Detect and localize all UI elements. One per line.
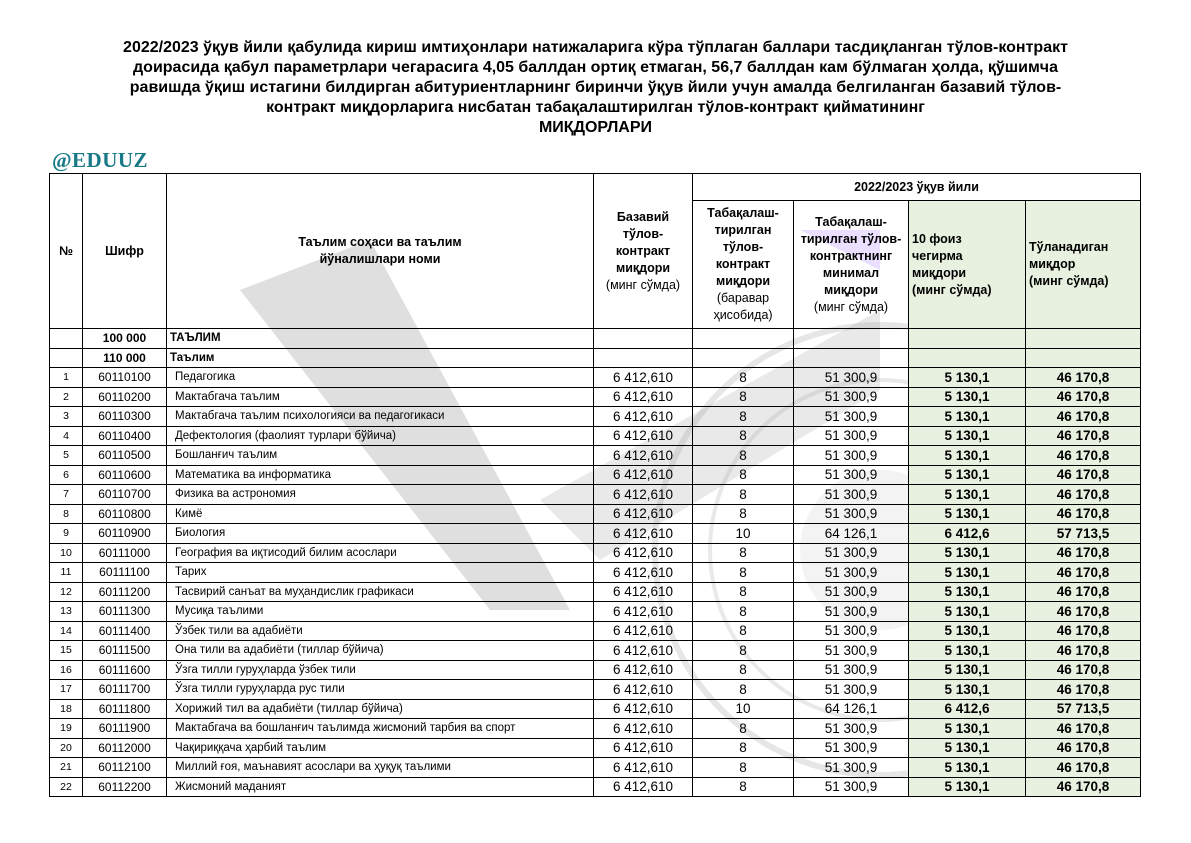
table-row <box>50 446 1141 466</box>
table-row <box>50 563 1141 583</box>
row-base: 6 412,610 <box>594 660 693 680</box>
row-num: 16 <box>50 660 83 680</box>
row-coef: 8 <box>693 602 794 622</box>
row-name: Биология <box>167 524 594 544</box>
row-payable: 46 170,8 <box>1026 446 1141 466</box>
row-min: 64 126,1 <box>794 699 909 719</box>
row-code: 60112000 <box>83 738 167 758</box>
empty-cell <box>594 348 693 368</box>
row-discount: 5 130,1 <box>909 777 1026 797</box>
row-min: 51 300,9 <box>794 446 909 466</box>
row-code: 60110400 <box>83 426 167 446</box>
row-discount: 5 130,1 <box>909 582 1026 602</box>
table-row <box>50 426 1141 446</box>
row-name: Хорижий тил ва адабиёти (тиллар бўйича) <box>167 699 594 719</box>
row-num: 12 <box>50 582 83 602</box>
row-base: 6 412,610 <box>594 719 693 739</box>
row-payable: 46 170,8 <box>1026 465 1141 485</box>
row-coef: 8 <box>693 758 794 778</box>
row-code: 60111300 <box>83 602 167 622</box>
header-min-line: миқдори <box>823 282 879 297</box>
header-base-line: миқдори <box>615 260 671 275</box>
row-discount: 5 130,1 <box>909 680 1026 700</box>
header-min-line: тирилган тўлов- <box>800 231 902 246</box>
row-num: 10 <box>50 543 83 563</box>
row-name: Ўзбек тили ва адабиёти <box>167 621 594 641</box>
header-name <box>167 174 594 329</box>
row-name: Тасвирий санъат ва муҳандислик графикаси <box>167 582 594 602</box>
row-discount: 6 412,6 <box>909 524 1026 544</box>
row-coef: 8 <box>693 582 794 602</box>
header-base-line: Базавий <box>616 209 670 224</box>
header-payable-line: миқдор <box>1029 257 1076 271</box>
table-row <box>50 719 1141 739</box>
row-num: 14 <box>50 621 83 641</box>
header-min-line: Табақалаш- <box>815 214 887 229</box>
row-base: 6 412,610 <box>594 543 693 563</box>
title-line-4: контракт миқдорларига нисбатан табақалаштирилган тўлов-контракт қийматининг <box>266 99 925 116</box>
row-num: 13 <box>50 602 83 622</box>
row-min: 51 300,9 <box>794 621 909 641</box>
row-min: 51 300,9 <box>794 504 909 524</box>
row-payable: 46 170,8 <box>1026 368 1141 388</box>
row-coef: 8 <box>693 543 794 563</box>
row-min: 51 300,9 <box>794 758 909 778</box>
table-row <box>50 582 1141 602</box>
row-payable: 46 170,8 <box>1026 680 1141 700</box>
row-num: 15 <box>50 641 83 661</box>
section-code: 110 000 <box>83 348 167 368</box>
table-row <box>50 621 1141 641</box>
header-min-unit: (минг сўмда) <box>813 299 889 314</box>
header-coef-line: миқдори <box>715 274 771 288</box>
row-code: 60111000 <box>83 543 167 563</box>
row-name: Ўзга тилли гуруҳларда рус тили <box>167 680 594 700</box>
row-name: Физика ва астрономия <box>167 485 594 505</box>
row-discount: 5 130,1 <box>909 485 1026 505</box>
row-discount: 5 130,1 <box>909 719 1026 739</box>
row-payable: 46 170,8 <box>1026 660 1141 680</box>
row-coef: 10 <box>693 699 794 719</box>
row-code: 60111400 <box>83 621 167 641</box>
row-payable: 46 170,8 <box>1026 758 1141 778</box>
row-payable: 57 713,5 <box>1026 524 1141 544</box>
row-min: 51 300,9 <box>794 485 909 505</box>
table-row <box>50 680 1141 700</box>
table-row <box>50 485 1141 505</box>
row-payable: 46 170,8 <box>1026 621 1141 641</box>
row-num: 17 <box>50 680 83 700</box>
row-code: 60110200 <box>83 387 167 407</box>
row-name: Ўзга тилли гуруҳларда ўзбек тили <box>167 660 594 680</box>
row-coef: 8 <box>693 777 794 797</box>
header-name-line: йўналишлари номи <box>319 252 441 266</box>
row-payable: 46 170,8 <box>1026 582 1141 602</box>
row-name: Кимё <box>167 504 594 524</box>
row-base: 6 412,610 <box>594 680 693 700</box>
empty-cell <box>693 348 794 368</box>
row-discount: 5 130,1 <box>909 602 1026 622</box>
channel-handle: @EDUUZ <box>52 148 149 172</box>
row-code: 60112200 <box>83 777 167 797</box>
row-code: 60111500 <box>83 641 167 661</box>
row-base: 6 412,610 <box>594 387 693 407</box>
table-row <box>50 758 1141 778</box>
row-coef: 8 <box>693 504 794 524</box>
row-name: Педагогика <box>167 368 594 388</box>
header-year: 2022/2023 ўқув йили <box>693 174 1141 201</box>
row-base: 6 412,610 <box>594 621 693 641</box>
row-discount: 5 130,1 <box>909 641 1026 661</box>
row-num: 6 <box>50 465 83 485</box>
header-payable-line: (минг сўмда) <box>1029 274 1109 288</box>
tuition-table <box>49 173 1141 797</box>
row-coef: 8 <box>693 563 794 583</box>
row-min: 51 300,9 <box>794 660 909 680</box>
row-payable: 46 170,8 <box>1026 738 1141 758</box>
row-coef: 8 <box>693 446 794 466</box>
row-min: 51 300,9 <box>794 777 909 797</box>
row-discount: 5 130,1 <box>909 758 1026 778</box>
row-min: 51 300,9 <box>794 602 909 622</box>
table-row <box>50 699 1141 719</box>
row-coef: 8 <box>693 465 794 485</box>
row-num: 9 <box>50 524 83 544</box>
table-row <box>50 738 1141 758</box>
row-name: Бошланғич таълим <box>167 446 594 466</box>
row-name: Мактабгача ва бошланғич таълимда жисмоний тарбия ва спорт <box>167 719 594 739</box>
row-name: Тарих <box>167 563 594 583</box>
header-coef-line: Табақалаш- <box>707 206 779 220</box>
row-discount: 5 130,1 <box>909 387 1026 407</box>
row-payable: 46 170,8 <box>1026 407 1141 427</box>
row-base: 6 412,610 <box>594 738 693 758</box>
row-num: 7 <box>50 485 83 505</box>
header-base <box>594 174 693 329</box>
row-coef: 8 <box>693 680 794 700</box>
row-num: 1 <box>50 368 83 388</box>
row-min: 51 300,9 <box>794 563 909 583</box>
row-discount: 5 130,1 <box>909 407 1026 427</box>
table-row <box>50 407 1141 427</box>
row-coef: 8 <box>693 641 794 661</box>
row-num: 18 <box>50 699 83 719</box>
row-payable: 46 170,8 <box>1026 387 1141 407</box>
row-code: 60111800 <box>83 699 167 719</box>
row-payable: 46 170,8 <box>1026 485 1141 505</box>
header-min-line: контрактнинг <box>809 248 893 263</box>
title-line-5: МИҚДОРЛАРИ <box>538 119 653 136</box>
table-row <box>50 543 1141 563</box>
row-min: 51 300,9 <box>794 641 909 661</box>
header-coef-line: тирилган <box>714 223 772 237</box>
row-payable: 46 170,8 <box>1026 504 1141 524</box>
empty-cell <box>909 348 1026 368</box>
row-name: Она тили ва адабиёти (тиллар бўйича) <box>167 641 594 661</box>
section-row <box>50 348 1141 368</box>
row-code: 60111100 <box>83 563 167 583</box>
table-row <box>50 777 1141 797</box>
row-discount: 5 130,1 <box>909 426 1026 446</box>
row-code: 60110100 <box>83 368 167 388</box>
row-name: Чақириққача ҳарбий таълим <box>167 738 594 758</box>
row-num: 22 <box>50 777 83 797</box>
row-discount: 5 130,1 <box>909 660 1026 680</box>
row-payable: 46 170,8 <box>1026 563 1141 583</box>
row-coef: 8 <box>693 621 794 641</box>
row-base: 6 412,610 <box>594 504 693 524</box>
header-discount <box>909 201 1026 329</box>
row-payable: 46 170,8 <box>1026 426 1141 446</box>
row-base: 6 412,610 <box>594 602 693 622</box>
row-num: 20 <box>50 738 83 758</box>
row-name: География ва иқтисодий билим асослари <box>167 543 594 563</box>
row-code: 60110900 <box>83 524 167 544</box>
row-base: 6 412,610 <box>594 758 693 778</box>
row-min: 51 300,9 <box>794 407 909 427</box>
header-base-unit: (минг сўмда) <box>605 277 681 292</box>
section-name: Таълим <box>167 348 594 368</box>
row-base: 6 412,610 <box>594 582 693 602</box>
header-coef-line: тўлов- <box>722 240 764 254</box>
row-code: 60110800 <box>83 504 167 524</box>
row-discount: 5 130,1 <box>909 446 1026 466</box>
row-name: Математика ва информатика <box>167 465 594 485</box>
table-row <box>50 641 1141 661</box>
row-name: Жисмоний маданият <box>167 777 594 797</box>
header-base-line: тўлов- <box>622 226 664 241</box>
row-base: 6 412,610 <box>594 446 693 466</box>
row-base: 6 412,610 <box>594 407 693 427</box>
row-min: 51 300,9 <box>794 738 909 758</box>
row-payable: 46 170,8 <box>1026 777 1141 797</box>
row-payable: 46 170,8 <box>1026 543 1141 563</box>
row-code: 60110300 <box>83 407 167 427</box>
header-min <box>794 201 909 329</box>
row-name: Мусиқа таълими <box>167 602 594 622</box>
table-row <box>50 524 1141 544</box>
header-coef-line: контракт <box>715 257 771 271</box>
header-coef-unit: ҳисобида) <box>713 308 773 322</box>
row-min: 51 300,9 <box>794 368 909 388</box>
row-min: 51 300,9 <box>794 543 909 563</box>
header-base-line: контракт <box>615 243 671 258</box>
row-base: 6 412,610 <box>594 485 693 505</box>
table-row <box>50 660 1141 680</box>
row-coef: 8 <box>693 387 794 407</box>
row-base: 6 412,610 <box>594 368 693 388</box>
header-payable-line: Тўланадиган <box>1029 240 1109 254</box>
empty-cell <box>794 329 909 349</box>
row-min: 51 300,9 <box>794 719 909 739</box>
row-num: 8 <box>50 504 83 524</box>
row-base: 6 412,610 <box>594 524 693 544</box>
row-coef: 8 <box>693 660 794 680</box>
row-code: 60111700 <box>83 680 167 700</box>
header-coef <box>693 201 794 329</box>
title-line-3: равишда ўқиш истагини билдирган абитуриентларнинг биринчи ўқув йили учун амалда белгиланган базавий тўлов- <box>129 79 1062 96</box>
header-name-line: Таълим соҳаси ва таълим <box>298 235 462 249</box>
row-name: Миллий ғоя, маънавият асослари ва ҳуқуқ таълими <box>167 758 594 778</box>
row-base: 6 412,610 <box>594 563 693 583</box>
row-min: 64 126,1 <box>794 524 909 544</box>
row-code: 60111600 <box>83 660 167 680</box>
row-discount: 5 130,1 <box>909 465 1026 485</box>
header-num: № <box>50 174 83 329</box>
header-discount-line: чегирма <box>912 248 963 263</box>
row-num: 3 <box>50 407 83 427</box>
empty-cell <box>693 329 794 349</box>
row-base: 6 412,610 <box>594 777 693 797</box>
header-code: Шифр <box>83 174 167 329</box>
row-payable: 46 170,8 <box>1026 641 1141 661</box>
empty-cell <box>909 329 1026 349</box>
row-base: 6 412,610 <box>594 426 693 446</box>
row-name: Мактабгача таълим психологияси ва педагогикаси <box>167 407 594 427</box>
row-code: 60110500 <box>83 446 167 466</box>
section-num <box>50 329 83 349</box>
section-code: 100 000 <box>83 329 167 349</box>
row-base: 6 412,610 <box>594 465 693 485</box>
row-coef: 8 <box>693 719 794 739</box>
row-code: 60112100 <box>83 758 167 778</box>
row-discount: 5 130,1 <box>909 563 1026 583</box>
row-code: 60111900 <box>83 719 167 739</box>
row-payable: 46 170,8 <box>1026 719 1141 739</box>
row-min: 51 300,9 <box>794 582 909 602</box>
row-num: 11 <box>50 563 83 583</box>
section-row <box>50 329 1141 349</box>
empty-cell <box>1026 329 1141 349</box>
row-num: 2 <box>50 387 83 407</box>
row-coef: 8 <box>693 368 794 388</box>
row-code: 60111200 <box>83 582 167 602</box>
empty-cell <box>794 348 909 368</box>
table-row <box>50 387 1141 407</box>
row-name: Дефектология (фаолият турлари бўйича) <box>167 426 594 446</box>
row-min: 51 300,9 <box>794 465 909 485</box>
table-row <box>50 465 1141 485</box>
row-min: 51 300,9 <box>794 680 909 700</box>
table-row <box>50 368 1141 388</box>
row-code: 60110600 <box>83 465 167 485</box>
empty-cell <box>594 329 693 349</box>
row-min: 51 300,9 <box>794 426 909 446</box>
row-payable: 57 713,5 <box>1026 699 1141 719</box>
row-coef: 8 <box>693 738 794 758</box>
row-discount: 5 130,1 <box>909 738 1026 758</box>
row-base: 6 412,610 <box>594 699 693 719</box>
section-num <box>50 348 83 368</box>
section-name: ТАЪЛИМ <box>167 329 594 349</box>
header-discount-line: миқдори <box>912 265 967 280</box>
header-discount-line: (минг сўмда) <box>912 282 992 297</box>
table-row <box>50 504 1141 524</box>
row-code: 60110700 <box>83 485 167 505</box>
row-num: 4 <box>50 426 83 446</box>
row-num: 21 <box>50 758 83 778</box>
row-discount: 5 130,1 <box>909 621 1026 641</box>
title-line-1: 2022/2023 ўқув йили қабулида кириш имтиҳонлари натижаларига кўра тўплаган баллари тасдиқланган тўлов-контракт <box>123 39 1068 56</box>
row-base: 6 412,610 <box>594 641 693 661</box>
row-payable: 46 170,8 <box>1026 602 1141 622</box>
row-discount: 5 130,1 <box>909 504 1026 524</box>
table-row <box>50 602 1141 622</box>
row-discount: 6 412,6 <box>909 699 1026 719</box>
row-coef: 8 <box>693 426 794 446</box>
header-coef-unit: (баравар <box>716 291 770 305</box>
row-discount: 5 130,1 <box>909 543 1026 563</box>
row-name: Мактабгача таълим <box>167 387 594 407</box>
title-line-2: доирасида қабул параметрлари чегарасига 4,05 баллдан ортиқ етмаган, 56,7 баллдан кам бўлмаган ҳолда, қўшимча <box>133 59 1058 76</box>
row-coef: 10 <box>693 524 794 544</box>
row-num: 19 <box>50 719 83 739</box>
row-coef: 8 <box>693 407 794 427</box>
row-coef: 8 <box>693 485 794 505</box>
header-payable <box>1026 201 1141 329</box>
page-title <box>40 38 1151 138</box>
empty-cell <box>1026 348 1141 368</box>
row-discount: 5 130,1 <box>909 368 1026 388</box>
row-min: 51 300,9 <box>794 387 909 407</box>
header-min-line: минимал <box>822 265 880 280</box>
row-num: 5 <box>50 446 83 466</box>
header-discount-line: 10 фоиз <box>912 231 962 246</box>
